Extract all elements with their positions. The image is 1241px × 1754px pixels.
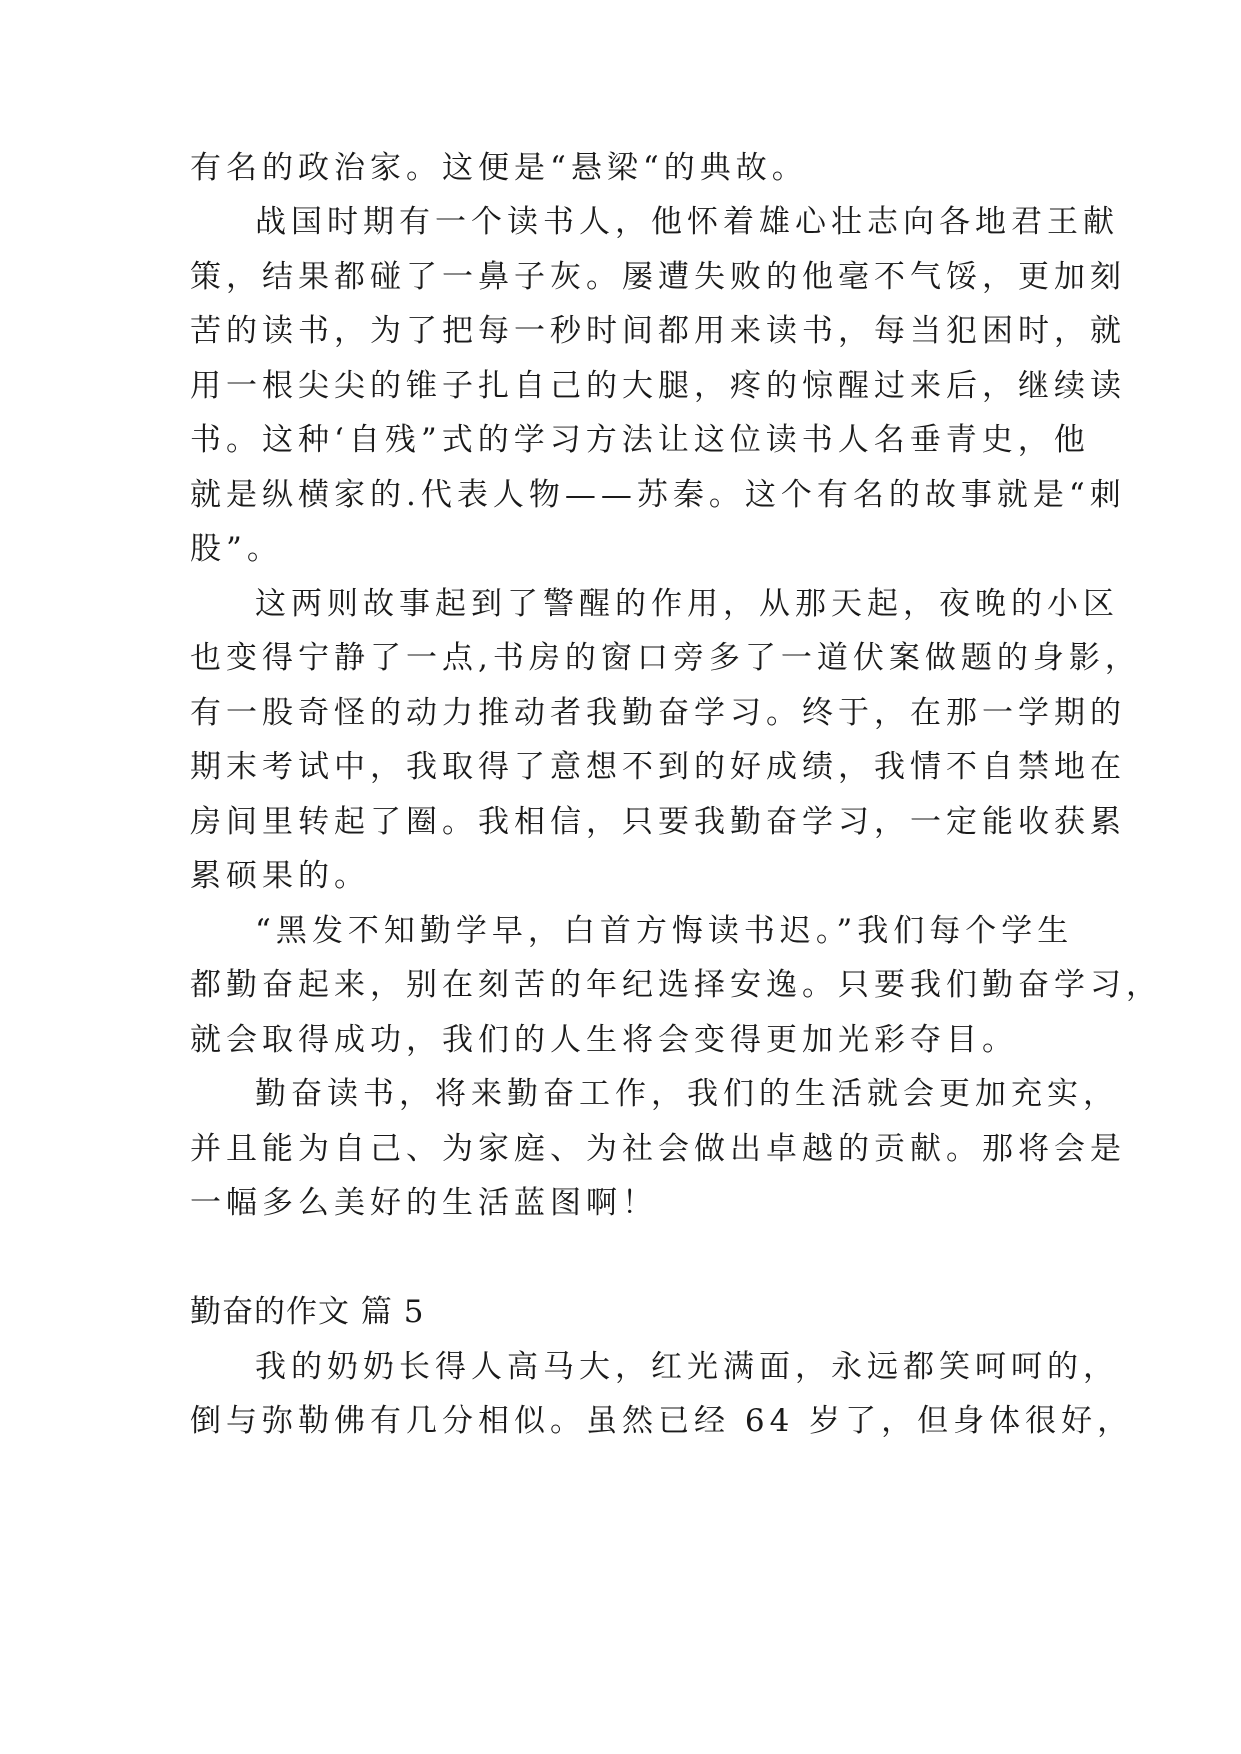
text-line: 有名的政治家。这便是“悬梁“的典故。 (190, 150, 808, 186)
text-line: 书。这种‘自残”式的学习方法让这位读书人名垂青史，他 (190, 422, 1090, 458)
text-line: 倒与弥勒佛有几分相似。虽然已经 64 岁了，但身体很好， (190, 1403, 1134, 1439)
section-heading: 勤奋的作文 篇 5 (190, 1294, 425, 1330)
text-line: 苦的读书，为了把每一秒时间都用来读书，每当犯困时，就 (190, 313, 1126, 349)
paragraph-first-line: 勤奋读书，将来勤奋工作，我们的生活就会更加充实， (255, 1076, 1119, 1112)
text-line: 股”。 (190, 531, 283, 567)
text-line: 用一根尖尖的锥子扎自己的大腿，疼的惊醒过来后，继续读 (190, 368, 1126, 404)
paragraph-first-line: 这两则故事起到了警醒的作用，从那天起，夜晚的小区 (255, 586, 1119, 622)
text-line: 也变得宁静了一点,书房的窗口旁多了一道伏案做题的身影， (190, 640, 1141, 676)
text-line: 一幅多么美好的生活蓝图啊！ (190, 1185, 658, 1221)
text-line: 策，结果都碰了一鼻子灰。屡遭失败的他毫不气馁，更加刻 (190, 259, 1126, 295)
paragraph-first-line: 战国时期有一个读书人，他怀着雄心壮志向各地君王献 (255, 204, 1119, 240)
text-line: 有一股奇怪的动力推动者我勤奋学习。终于，在那一学期的 (190, 695, 1126, 731)
paragraph-first-line: “黑发不知勤学早，白首方悔读书迟。”我们每个学生 (255, 913, 1074, 949)
text-line: 就会取得成功，我们的人生将会变得更加光彩夺目。 (190, 1022, 1018, 1058)
paragraph-first-line: 我的奶奶长得人高马大，红光满面，永远都笑呵呵的， (255, 1349, 1119, 1385)
text-line: 就是纵横家的.代表人物——苏秦。这个有名的故事就是“刺 (190, 477, 1126, 513)
text-line: 房间里转起了圈。我相信，只要我勤奋学习，一定能收获累 (190, 804, 1126, 840)
text-line: 累硕果的。 (190, 858, 370, 894)
text-line: 期末考试中，我取得了意想不到的好成绩，我情不自禁地在 (190, 749, 1126, 785)
text-line: 都勤奋起来，别在刻苦的年纪选择安逸。只要我们勤奋学习， (190, 967, 1162, 1003)
text-line: 并且能为自己、为家庭、为社会做出卓越的贡献。那将会是 (190, 1131, 1126, 1167)
